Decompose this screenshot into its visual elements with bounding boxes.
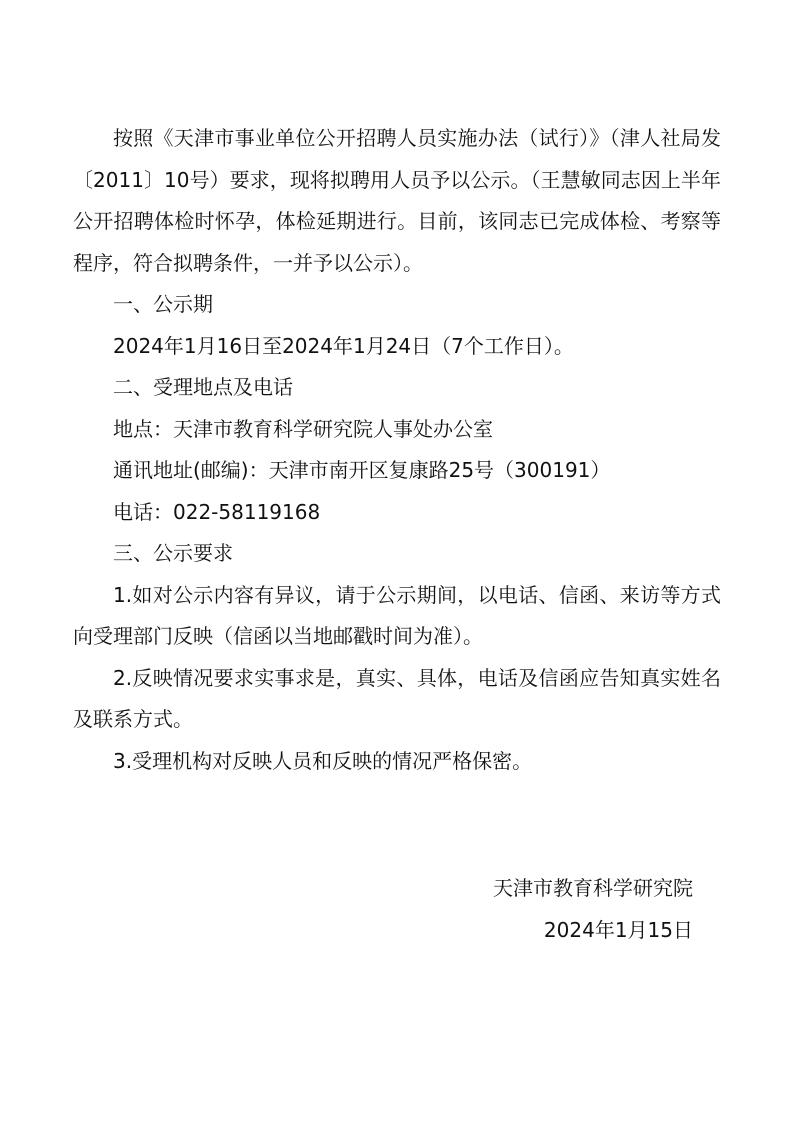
section-2-heading: 二、受理地点及电话 [113, 375, 293, 399]
contact-phone: 电话：022-58119168 [113, 499, 321, 524]
section-1-heading: 一、公示期 [113, 292, 213, 316]
mailing-address: 通讯地址(邮编)：天津市南开区复康路25号（300191） [113, 458, 611, 482]
requirement-item-3: 3.受理机构对反映人员和反映的情况严格保密。 [113, 748, 533, 773]
office-location: 地点：天津市教育科学研究院人事处办公室 [113, 416, 493, 441]
notice-body [73, 118, 721, 782]
intro-paragraph: 按照《天津市事业单位公开招聘人员实施办法（试行）》（津人社局发〔2011〕10号）要求，现将拟聘用人员予以公示。（王慧敏同志因上半年公开招聘体检时怀孕，体检延期进行。目前，该同志已完成体检、考察等程序，符合拟聘条件，一并予以公示）。 [73, 126, 721, 275]
requirement-item-1: 1.如对公示内容有异议，请于公示期间，以电话、信函、来访等方式向受理部门反映（信函以当地邮戳时间为准）。 [73, 582, 721, 648]
signing-organization: 天津市教育科学研究院 [493, 876, 693, 900]
publicity-period: 2024年1月16日至2024年1月24日（7个工作日）。 [113, 333, 574, 358]
section-3-heading: 三、公示要求 [113, 541, 233, 565]
requirement-item-2: 2.反映情况要求实事求是，真实、具体，电话及信函应告知真实姓名及联系方式。 [73, 665, 721, 731]
signing-date: 2024年1月15日 [543, 918, 693, 942]
